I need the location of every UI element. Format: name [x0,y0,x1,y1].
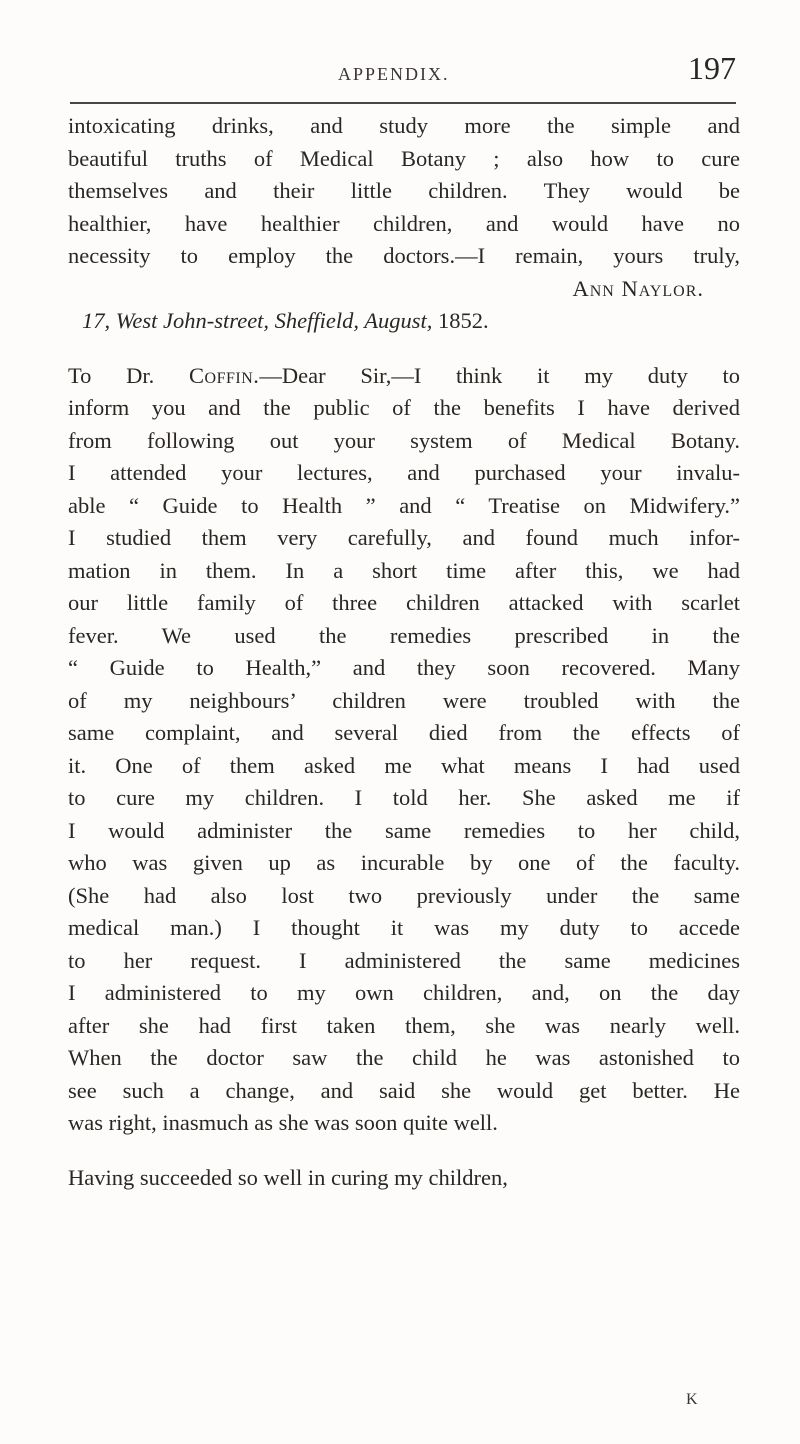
text-line: see such a change, and said she would get better. He [68,1077,740,1103]
text-line: I attended your lectures, and purchased your invalu- [68,460,740,485]
text-line: to cure my children. I told her. She asked me if [68,785,740,810]
text-line: “ Guide to Health,” and they soon recovered. Many [68,655,740,680]
text-line: intoxicating drinks, and study more the simple and [68,113,740,138]
body-text [68,110,740,1194]
salutation-to: To Dr. [68,362,155,388]
text-line: medical man.) I thought it was my duty to accede [68,915,740,940]
text-line: of my neighbours’ children were troubled with the [68,687,740,713]
text-line: (She had also lost two previously under the same [68,882,740,908]
text-line: I would administer the same remedies to her child, [68,817,740,843]
salutation-name: Coffin. [189,362,260,388]
text-line: was right, inasmuch as she was soon quite well. [68,1110,498,1135]
text-line: beautiful truths of Medical Botany ; also how to cure [68,145,740,171]
signature-mark: K [686,1391,698,1408]
address-year: 1852. [438,308,489,333]
running-head [68,50,736,90]
text-line: it. One of them asked me what means I had used [68,752,740,778]
text-line: after she had first taken them, she was nearly well. [68,1012,740,1038]
text-line: themselves and their little children. They would be [68,178,740,203]
address-text: 17, West John-street, Sheffield, August, [82,308,433,333]
address-line [68,305,740,338]
salutation-rest: —Dear Sir,—I think it my duty to [259,362,740,388]
page-number: 197 [688,50,736,86]
text-line: who was given up as incurable by one of the faculty. [68,850,740,875]
text-line: I studied them very carefully, and found much infor- [68,525,740,550]
text-line: to her request. I administered the same medicines [68,947,740,973]
salutation-line [68,360,740,393]
text-line: our little family of three children attacked with scarlet [68,590,740,615]
text-line: I administered to my own children, and, on the day [68,980,740,1005]
text-line: from following out your system of Medical Botany. [68,427,740,453]
next-paragraph-line: Having succeeded so well in curing my children, [68,1164,508,1190]
paragraph-gap [68,1140,740,1162]
text-line: inform you and the public of the benefits I have derived [68,395,740,420]
paragraph-gap [68,338,740,360]
text-line: healthier, have healthier children, and would have no [68,210,740,236]
text-line: able “ Guide to Health ” and “ Treatise on Midwifery.” [68,492,740,518]
signature: Ann Naylor. [572,275,704,301]
text-line: fever. We used the remedies prescribed in the [68,622,740,648]
text-line: mation in them. In a short time after this, we had [68,557,740,583]
text-line: When the doctor saw the child he was astonished to [68,1045,740,1070]
header-rule [70,102,736,104]
running-title: APPENDIX. [338,64,450,84]
text-line: necessity to employ the doctors.—I remain, yours truly, [68,243,740,268]
text-line: same complaint, and several died from the effects of [68,720,740,745]
